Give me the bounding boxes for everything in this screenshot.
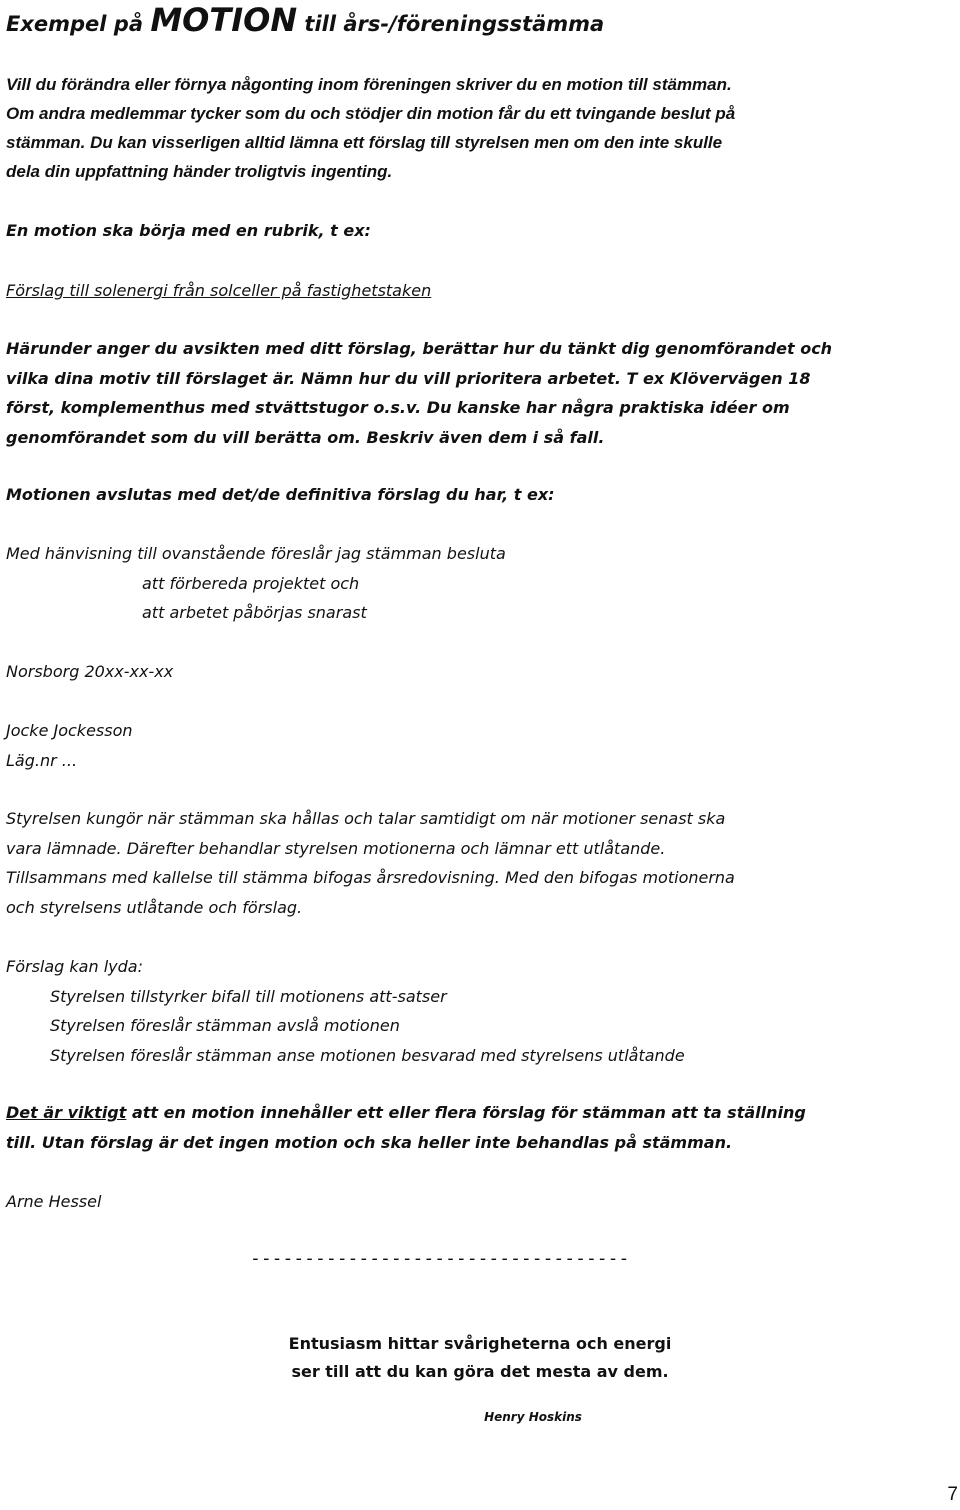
proposal-lead: Med hänvisning till ovanstående föreslår jag stämman besluta (6, 544, 506, 563)
important-paragraph (6, 1098, 956, 1157)
signature-apartment: Läg.nr ... (6, 750, 78, 770)
body-line: genomförandet som du vill berätta om. Beskriv även dem i så fall. (6, 427, 605, 447)
title-suffix: till års-/föreningsstämma (297, 12, 605, 36)
intro-line: stämman. Du kan visserligen alltid lämna ett förslag till styrelsen men om den inte skulle (6, 133, 723, 152)
suggestions-heading: Förslag kan lyda: (6, 957, 143, 976)
suggestion-item: Styrelsen föreslår stämman avslå motionen (50, 1016, 400, 1035)
quote-line: Entusiasm hittar svårigheterna och energi (288, 1334, 672, 1353)
board-line: Tillsammans med kallelse till stämma bifogas årsredovisning. Med den bifogas motionerna (6, 868, 735, 887)
rubric-intro: En motion ska börja med en rubrik, t ex: (6, 221, 371, 240)
important-line (6, 1098, 956, 1128)
board-line: och styrelsens utlåtande och förslag. (6, 897, 303, 917)
proposal-item: att förbereda projektet och (142, 573, 360, 593)
body-line: Härunder anger du avsikten med ditt förslag, berättar hur du tänkt dig genomförandet och (6, 339, 833, 358)
suggestion-item: Styrelsen tillstyrker bifall till motionens att-satser (50, 986, 447, 1006)
quote-block (0, 1330, 960, 1386)
important-line: till. Utan förslag är det ingen motion och ska heller inte behandlas på stämman. (6, 1132, 733, 1152)
intro-paragraph (6, 70, 954, 186)
page-number: 7 (947, 1484, 958, 1505)
quote-author: Henry Hoskins (484, 1410, 582, 1424)
important-rest: att en motion innehåller ett eller flera förslag för stämman att ta ställning (126, 1103, 806, 1122)
title-prefix: Exempel på (6, 12, 151, 36)
page-title (6, 0, 604, 44)
closing-intro: Motionen avslutas med det/de definitiva förslag du har, t ex: (6, 485, 555, 504)
important-emphasis: Det är viktigt (6, 1103, 127, 1122)
intro-line: dela din uppfattning händer troligtvis ingenting. (6, 162, 393, 181)
body-line: vilka dina motiv till förslaget är. Nämn hur du vill prioritera arbetet. T ex Klövervägen 18 (6, 368, 811, 388)
intro-line: Om andra medlemmar tycker som du och stödjer din motion får du ett tvingande beslut på (6, 104, 736, 123)
board-line: vara lämnade. Därefter behandlar styrelsen motionerna och lämnar ett utlåtande. (6, 838, 666, 858)
intro-line: Vill du förändra eller förnya någonting inom föreningen skriver du en motion till stämman. (6, 75, 732, 94)
suggestion-item: Styrelsen föreslår stämman anse motionen besvarad med styrelsens utlåtande (50, 1045, 685, 1065)
board-line: Styrelsen kungör när stämman ska hållas och talar samtidigt om när motioner senast ska (6, 809, 726, 828)
author-signature: Arne Hessel (6, 1192, 102, 1211)
board-paragraph (6, 804, 956, 922)
body-paragraph (6, 334, 956, 452)
quote-line: ser till att du kan göra det mesta av dem. (291, 1362, 669, 1381)
proposal-block (6, 539, 956, 628)
proposal-item: att arbetet påbörjas snarast (142, 603, 367, 622)
body-line: först, komplementhus med stvättstugor o.s.v. Du kanske har några praktiska idéer om (6, 398, 790, 417)
dashed-separator: ----------------------------------- (250, 1248, 630, 1269)
suggestions-block (6, 952, 956, 1070)
title-emphasis: MOTION (150, 1, 298, 39)
place-date: Norsborg 20xx-xx-xx (6, 662, 174, 681)
signature-name: Jocke Jockesson (6, 721, 133, 740)
rubric-example: Förslag till solenergi från solceller på fastighetstaken (6, 281, 432, 300)
signature-block (6, 716, 956, 775)
